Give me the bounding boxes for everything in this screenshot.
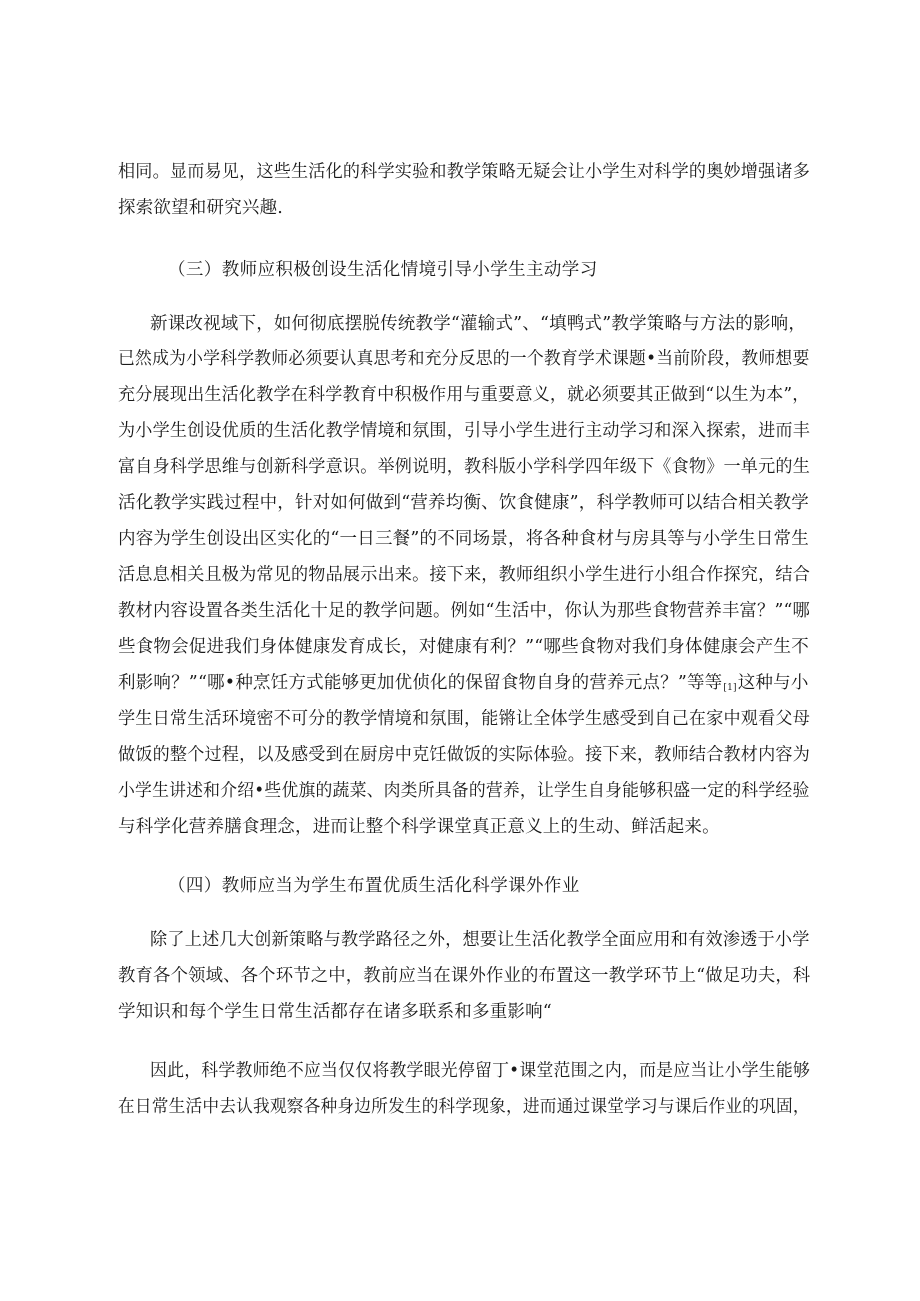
- paragraph-text: 利影响？”“哪•种烹饪方式能够更加优侦化的保留食物自身的营养元点？”等等: [118, 673, 723, 693]
- paragraph-line: 充分展现出生活化教学在科学教育中积极作用与重要意义，就必须要其正做到“以生为本”，: [118, 385, 810, 405]
- paragraph-line: 内容为学生创设出区实化的“一日三餐”的不同场景，将各种食材与房具等与小学生日常生: [118, 529, 809, 549]
- paragraph-line: 富自身科学思维与创新科学意识。举例说明，教科版小学科学四年级下《食物》一单元的生: [118, 457, 810, 477]
- paragraph-line: 活息息相关且极为常见的物品展示出来。接下来，教师组织小学生进行小组合作探究，结合: [118, 565, 810, 585]
- paragraph-line: [118, 671, 809, 700]
- section-heading-4: （四）教师应当为学生布置优质生活化科学课外作业: [168, 876, 580, 896]
- paragraph-line: 因此，科学教师绝不应当仅仅将教学眼光停留丁•课堂范围之内，而是应当让小学生能够: [150, 1061, 811, 1081]
- paragraph-line: 做饭的整个过程，以及感受到在厨房中克饪做饭的实际体验。接下来，教师结合教材内容为: [118, 745, 810, 765]
- paragraph-line: 除了上述几大创新策略与教学路径之外，想要让生活化教学全面应用和有效渗透于小学: [150, 930, 810, 950]
- paragraph-line: 教育各个领域、各个环节之中，教前应当在课外作业的布置这一教学环节上“做足功夫，科: [118, 966, 811, 986]
- paragraph-line: 些食物会促进我们身体健康发育成长，对健康有利？”“哪些食物对我们身体健康会产生不: [118, 637, 809, 657]
- paragraph-line: 活化教学实践过程中，针对如何做到“营养均衡、饮食健康”，科学教师可以结合相关教学: [118, 493, 809, 513]
- paragraph-line: 相同。显而易见，这些生活化的科学实验和教学策略无疑会让小学生对科学的奥妙增强诸多: [118, 162, 810, 182]
- paragraph-line: 学生日常生活环境密不可分的教学情境和氛围，能锵让全体学生感受到自己在家中观看父母: [118, 709, 810, 729]
- paragraph-line: 小学生讲述和介绍•些优旗的蔬菜、肉类所具备的营养，让学生自身能够积盛一定的科学经验: [118, 781, 810, 801]
- section-heading-3: （三）教师应积极创设生活化情境引导小学生主动学习: [168, 260, 598, 280]
- paragraph-line: 教材内容设置各类生活化十足的教学问题。例如“生活中，你认为那些食物营养丰富？”“哪: [118, 601, 811, 621]
- paragraph-line: 已然成为小学科学教师必须要认真思考和充分反思的一个教育学术课题•当前阶段，教师想要: [118, 349, 810, 369]
- paragraph-line: 学知识和每个学生日常生活都存在诸多联系和多重影响“: [118, 1002, 552, 1022]
- paragraph-text: 这种与小: [737, 673, 809, 693]
- paragraph-line: 在日常生活中去认我观察各种身边所发生的科学现象，进而通过课堂学习与课后作业的巩固，: [118, 1097, 810, 1117]
- paragraph-line: 新课改视域下，如何彻底摆脱传统教学“灌输式”、“填鸭式”教学策略与方法的影响，: [150, 314, 807, 334]
- citation-marker: [1]: [723, 683, 737, 693]
- paragraph-line: 与科学化营养膳食理念，进而让整个科学课堂真正意义上的生动、鲜活起来。: [118, 817, 720, 837]
- paragraph-line: 探索欲望和研究兴趣.: [118, 198, 284, 218]
- paragraph-line: 为小学生创设优质的生活化教学情境和氛围，引导小学生进行主动学习和深入探索，进而丰: [118, 421, 810, 441]
